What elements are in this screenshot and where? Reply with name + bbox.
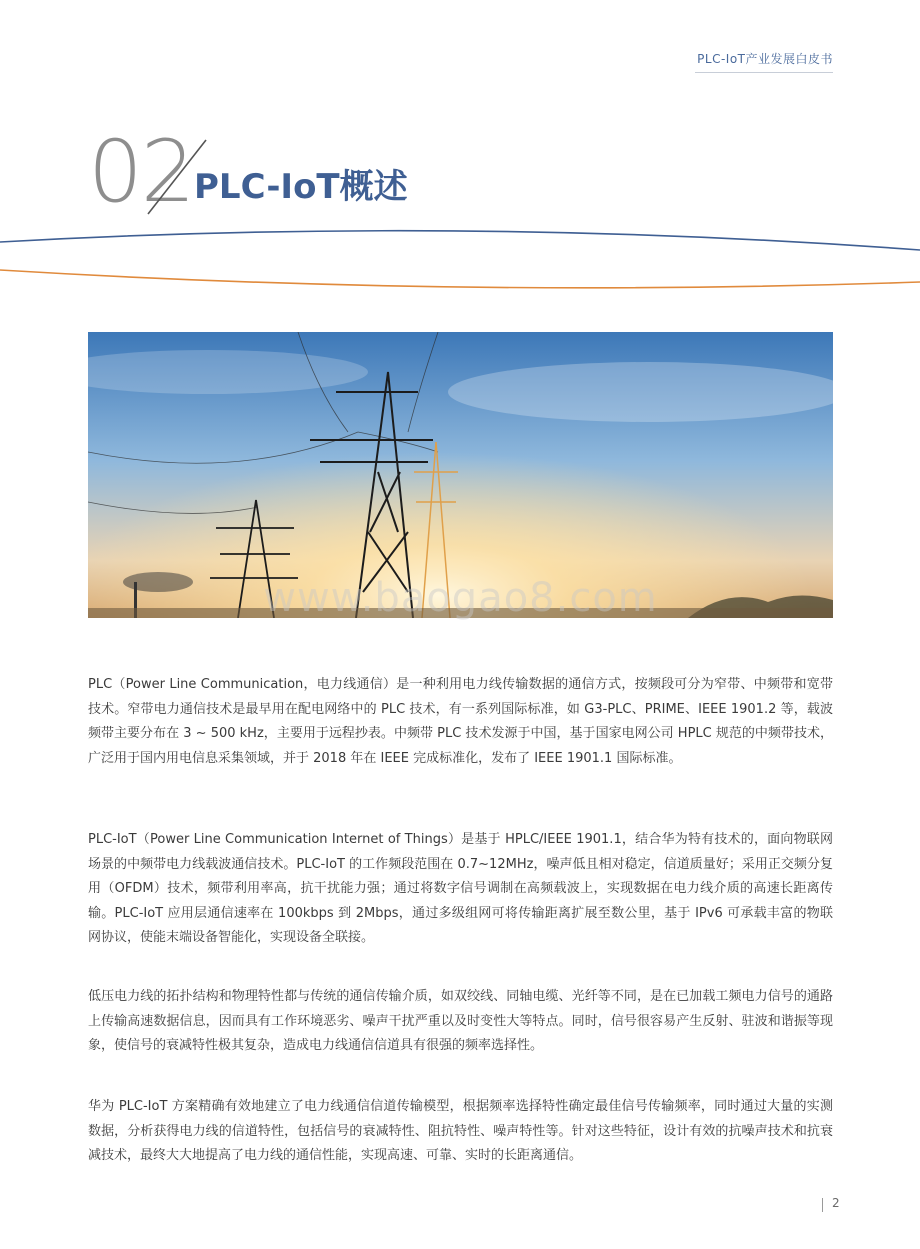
chapter-title: PLC-IoT概述 — [194, 167, 408, 207]
header-title: PLC-IoT产业发展白皮书 — [697, 52, 833, 66]
header-curves-decoration — [0, 220, 920, 300]
paragraph-huawei-solution: 华为 PLC-IoT 方案精确有效地建立了电力线通信信道传输模型，根据频率选择特性确定最佳信号传输频率，同时通过大量的实测数据，分析获得电力线的信道特性，包括信号的衰减特性、阻抗特性、噪声特性等。针对这些特征，设计有效的抗噪声技术和抗衰减技术，最终大大地提高了电力线的通信性能，实现高速、可靠、实时的长距离通信。 — [88, 1099, 833, 1163]
paragraph-plc-iot: PLC-IoT（Power Line Communication Internet of Things）是基于 HPLC/IEEE 1901.1，结合华为特有技术的，面向物联网场景的中频带电力线载波通信技术。PLC-IoT 的工作频段范围在 0.7~12MHz，噪声低且相对稳定，信道质量好；采用正交频分复用（OFDM）技术，频带利用率高，抗干扰能力强；通过将数字信号调制在高频载波上，实现数据在电力线介质的高速长距离传输。PLC-IoT 应用层通信速率在 100kbps 到 2Mbps，通过多级组网可将传输距离扩展至数公里，基于 IPv6 可承载丰富的物联网协议，使能末端设备智能化，实现设备全联接。 — [88, 832, 833, 945]
page-number-separator — [822, 1198, 823, 1212]
paragraph-low-voltage: 低压电力线的拓扑结构和物理特性都与传统的通信传输介质，如双绞线、同轴电缆、光纤等不同，是在已加载工频电力信号的通路上传输高速数据信息，因而具有工作环境恶劣、噪声干扰严重以及时变性大等特点。同时，信号很容易产生反射、驻波和谐振等现象，使信号的衰减特性极其复杂，造成电力线通信信道具有很强的频率选择性。 — [88, 989, 833, 1053]
watermark: www.baogao8.com — [263, 575, 658, 621]
header-rule — [695, 72, 833, 73]
paragraph-plc-intro: PLC（Power Line Communication，电力线通信）是一种利用电力线传输数据的通信方式，按频段可分为窄带、中频带和宽带技术。窄带电力通信技术是最早用在配电网络中的 PLC 技术，有一系列国际标准，如 G3-PLC、PRIME、IEEE 1901.2 等，载波频带主要分布在 3 ~ 500 kHz，主要用于远程抄表。中频带 PLC 技术发源于中国，基于国家电网公司 HPLC 规范的中频带技术，广泛用于国内用电信息采集领域，并于 2018 年在 IEEE 完成标准化，发布了 IEEE 1901.1 国际标准。 — [88, 677, 833, 766]
chapter-number: 02 — [88, 122, 194, 222]
page-number: 2 — [832, 1196, 840, 1210]
